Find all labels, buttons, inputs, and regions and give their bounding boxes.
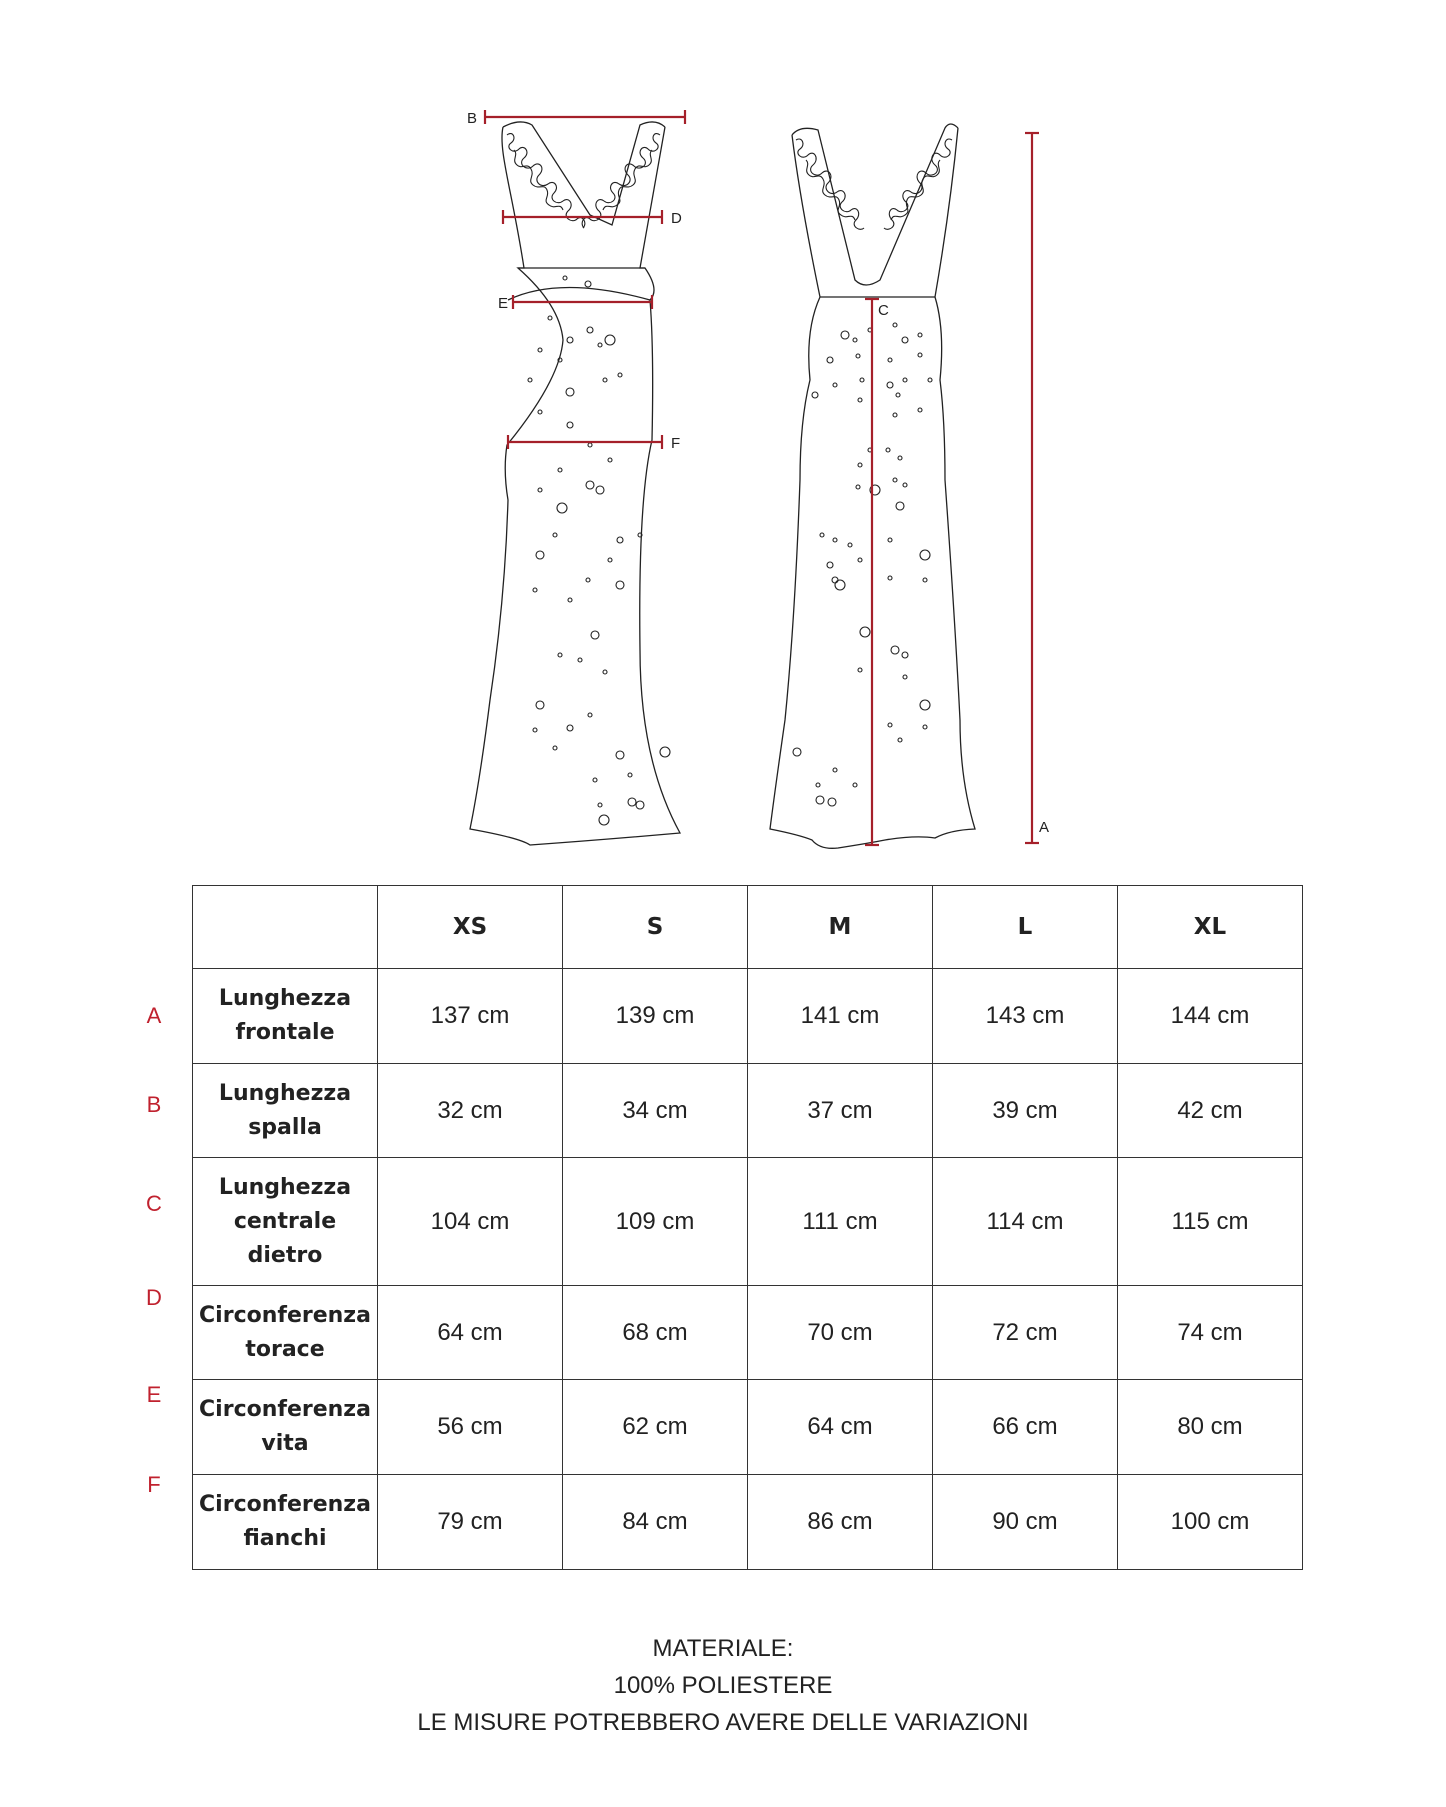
table-row xyxy=(193,969,1303,1064)
table-cell: 37 cm xyxy=(748,1064,933,1158)
header-size-l: L xyxy=(933,886,1118,969)
table-cell: 79 cm xyxy=(378,1475,563,1570)
row-label-line: Lunghezza xyxy=(218,1080,352,1106)
table-cell: 72 cm xyxy=(933,1286,1118,1380)
table-cell: 111 cm xyxy=(748,1158,933,1286)
table-cell: 80 cm xyxy=(1118,1380,1303,1475)
table-cell: 64 cm xyxy=(748,1380,933,1475)
table-row xyxy=(193,1380,1303,1475)
table-cell: 70 cm xyxy=(748,1286,933,1380)
table-cell: 84 cm xyxy=(563,1475,748,1570)
measure-d-label: D xyxy=(671,210,682,227)
table-cell: 64 cm xyxy=(378,1286,563,1380)
table-cell: 62 cm xyxy=(563,1380,748,1475)
table-cell: 137 cm xyxy=(378,969,563,1064)
row-label-lunghezza-frontale xyxy=(193,969,378,1064)
row-label-line: vita xyxy=(261,1431,309,1456)
row-label-line: spalla xyxy=(248,1114,322,1140)
row-letter-e: E xyxy=(146,1382,162,1407)
table-cell: 42 cm xyxy=(1118,1064,1303,1158)
table-cell: 143 cm xyxy=(933,969,1118,1064)
row-label-line: Circonferenza xyxy=(199,1397,371,1422)
row-label-circonferenza-torace xyxy=(193,1286,378,1380)
row-label-line: Circonferenza xyxy=(199,1302,371,1328)
row-label-line: Lunghezza xyxy=(218,986,352,1011)
table-cell: 90 cm xyxy=(933,1475,1118,1570)
measure-f-label: F xyxy=(671,435,681,452)
footer-measure-disclaimer: LE MISURE POTREBBERO AVERE DELLE VARIAZIONI xyxy=(417,1709,1029,1736)
footer-material-heading: MATERIALE: xyxy=(652,1635,794,1662)
header-empty-cell xyxy=(193,886,378,969)
row-label-line: Lunghezza xyxy=(218,1174,352,1200)
row-label-line: dietro xyxy=(247,1242,323,1268)
row-label-line: frontale xyxy=(235,1020,335,1045)
table-cell: 139 cm xyxy=(563,969,748,1064)
table-cell: 34 cm xyxy=(563,1064,748,1158)
row-letter-f: F xyxy=(147,1472,161,1497)
measure-d xyxy=(503,210,682,227)
table-cell: 115 cm xyxy=(1118,1158,1303,1286)
table-cell: 32 cm xyxy=(378,1064,563,1158)
table-cell: 144 cm xyxy=(1118,969,1303,1064)
table-cell: 104 cm xyxy=(378,1158,563,1286)
row-label-circonferenza-fianchi xyxy=(193,1475,378,1570)
row-letter-a: A xyxy=(146,1003,162,1028)
table-row xyxy=(193,1158,1303,1286)
table-row xyxy=(193,1064,1303,1158)
table-header-row xyxy=(193,886,1303,969)
table-cell: 39 cm xyxy=(933,1064,1118,1158)
table-cell: 100 cm xyxy=(1118,1475,1303,1570)
measure-e xyxy=(498,295,652,312)
row-label-line: Circonferenza xyxy=(199,1492,371,1517)
measure-f xyxy=(508,435,680,452)
row-letter-c: C xyxy=(146,1191,162,1216)
row-label-line: fianchi xyxy=(243,1526,327,1551)
footer-material-composition: 100% POLIESTERE xyxy=(613,1672,833,1699)
table-row xyxy=(193,1286,1303,1380)
table-cell: 74 cm xyxy=(1118,1286,1303,1380)
measure-c-label: C xyxy=(878,302,889,319)
row-letter-d: D xyxy=(146,1285,162,1310)
row-label-lunghezza-centrale-dietro xyxy=(193,1158,378,1286)
row-label-circonferenza-vita xyxy=(193,1380,378,1475)
row-label-line: centrale xyxy=(233,1208,337,1234)
table-cell: 66 cm xyxy=(933,1380,1118,1475)
row-letter-b: B xyxy=(146,1092,162,1117)
header-size-m: M xyxy=(748,886,933,969)
front-dress-sketch xyxy=(470,122,680,845)
table-cell: 68 cm xyxy=(563,1286,748,1380)
table-cell: 56 cm xyxy=(378,1380,563,1475)
table-cell: 109 cm xyxy=(563,1158,748,1286)
measure-e-label: E xyxy=(498,295,509,312)
measure-a xyxy=(1025,133,1049,843)
table-cell: 114 cm xyxy=(933,1158,1118,1286)
size-chart-table xyxy=(192,885,1303,1570)
header-size-xl: XL xyxy=(1118,886,1303,969)
measure-b xyxy=(467,110,685,127)
measure-a-label: A xyxy=(1039,819,1050,836)
row-label-lunghezza-spalla xyxy=(193,1064,378,1158)
header-size-s: S xyxy=(563,886,748,969)
measure-c xyxy=(865,299,889,845)
measure-b-label: B xyxy=(467,110,478,127)
header-size-xs: XS xyxy=(378,886,563,969)
dress-illustration xyxy=(0,0,1446,880)
row-label-line: torace xyxy=(245,1336,325,1362)
table-cell: 141 cm xyxy=(748,969,933,1064)
table-row xyxy=(193,1475,1303,1570)
table-cell: 86 cm xyxy=(748,1475,933,1570)
material-footer xyxy=(0,1630,1446,1741)
